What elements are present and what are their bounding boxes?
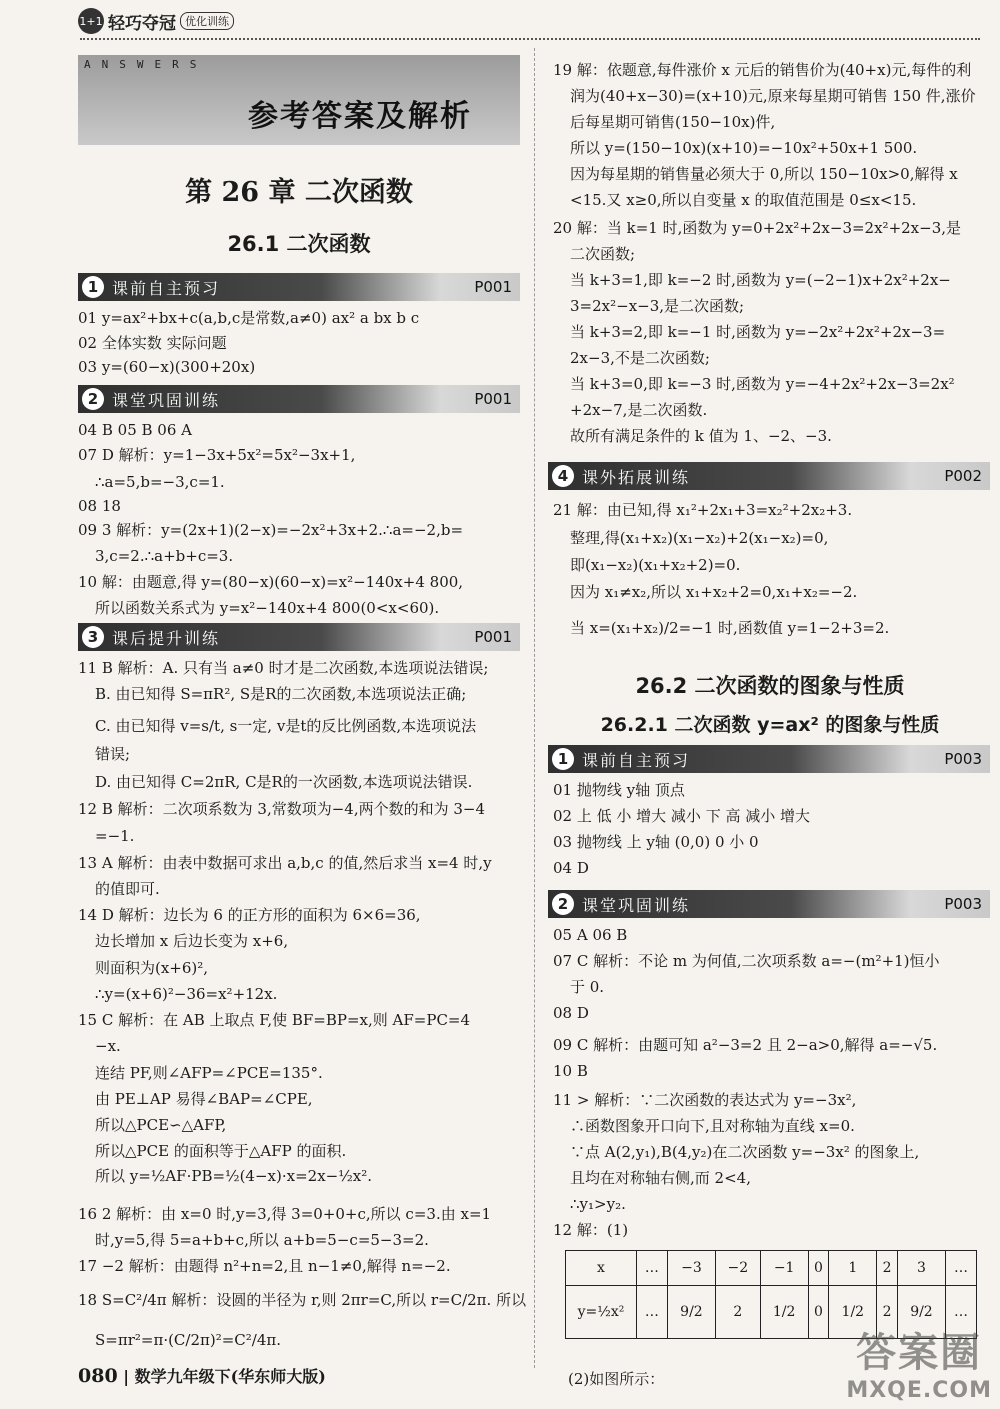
answer-line: 16 2 解析：由 x=0 时,y=3,得 3=0+0+c,所以 c=3.由 x=1 xyxy=(78,1205,492,1223)
banner-page: P003 xyxy=(944,895,982,913)
answer-line: 当 k+3=1,即 k=−2 时,函数为 y=(−2−1)x+2x²+2x− xyxy=(570,271,951,289)
banner-after-class xyxy=(78,623,520,651)
banner-page: P002 xyxy=(944,467,982,485)
section-2621-title: 26.2.1 二次函数 y=ax² 的图象与性质 xyxy=(600,714,940,736)
answer-line: 3,c=2.∴a+b+c=3. xyxy=(95,547,234,565)
table-cell: 1 xyxy=(829,1251,877,1286)
banner-extension xyxy=(548,462,990,490)
answer-line: 所以 y=½AF·PB=½(4−x)·x=2x−½x². xyxy=(95,1167,373,1185)
answer-line: 连结 PF,则∠AFP=∠PCE=135°. xyxy=(95,1064,323,1082)
table-cell: 2 xyxy=(877,1251,897,1286)
column-divider xyxy=(534,48,535,1368)
after-table-text: (2)如图所示： xyxy=(568,1370,665,1388)
brand-logo-icon: 1+1 xyxy=(78,8,104,34)
answer-line: 后每星期可销售(150−10x)件, xyxy=(570,113,776,131)
banner-page: P001 xyxy=(474,278,512,296)
answer-line: 且均在对称轴右侧,而 2<4, xyxy=(570,1169,751,1187)
answer-line: 19 解：依题意,每件涨价 x 元后的销售价为(40+x)元,每件的利 xyxy=(553,61,972,79)
answer-line: 09 3 解析：y=(2x+1)(2−x)=−2x²+3x+2.∴a=−2,b= xyxy=(78,521,464,539)
banner-number: 2 xyxy=(82,388,104,410)
answer-line: 08 18 xyxy=(78,497,121,515)
answer-line: 08 D xyxy=(553,1004,589,1022)
banner-label: 课后提升训练 xyxy=(112,628,221,648)
answer-line: ∴函数图象开口向下,且对称轴为直线 x=0. xyxy=(570,1117,855,1135)
banner-preview-2 xyxy=(548,745,990,773)
answers-banner xyxy=(78,55,520,145)
answer-line: 所以△PCE 的面积等于△AFP 的面积. xyxy=(95,1142,347,1160)
table-cell: … xyxy=(946,1251,977,1286)
banner-page: P001 xyxy=(474,390,512,408)
table-cell: y=½x² xyxy=(566,1286,637,1339)
answer-line: 12 B 解析：二次项系数为 3,常数项为−4,两个数的和为 3−4 xyxy=(78,800,486,818)
answers-word: ANSWERS xyxy=(84,58,208,71)
banner-page: P003 xyxy=(944,750,982,768)
table-cell: −1 xyxy=(760,1251,808,1286)
table-cell: 9/2 xyxy=(667,1286,715,1339)
table-row-x xyxy=(566,1251,977,1286)
footer-sep: | xyxy=(123,1367,130,1386)
answer-line: 故所有满足条件的 k 值为 1、−2、−3. xyxy=(570,427,832,445)
answer-line: 当 k+3=0,即 k=−3 时,函数为 y=−4+2x²+2x−3=2x² xyxy=(570,375,955,393)
table-cell: … xyxy=(637,1286,668,1339)
table-cell: 1/2 xyxy=(829,1286,877,1339)
answer-line: 所以函数关系式为 y=x²−140x+4 800(0<x<60). xyxy=(95,599,440,617)
watermark xyxy=(846,1321,992,1403)
banner-number: 2 xyxy=(552,893,574,915)
table-cell: 9/2 xyxy=(897,1286,945,1339)
table-cell: 1/2 xyxy=(760,1286,808,1339)
banner-number: 1 xyxy=(82,276,104,298)
table-cell: … xyxy=(946,1286,977,1339)
answer-line: 11 > 解析：∵二次函数的表达式为 y=−3x², xyxy=(553,1091,857,1109)
answer-line: 04 B 05 B 06 A xyxy=(78,421,192,439)
answer-line: 润为(40+x−30)=(x+10)元,原来每星期可销售 150 件,涨价 xyxy=(570,87,976,105)
answer-line: 05 A 06 B xyxy=(553,926,628,944)
answers-title: 参考答案及解析 xyxy=(248,99,472,134)
answer-line: 15 C 解析：在 AB 上取点 F,使 BF=BP=x,则 AF=PC=4 xyxy=(78,1011,471,1029)
answer-line: −x. xyxy=(95,1037,121,1055)
answer-line: 01 y=ax²+bx+c(a,b,c是常数,a≠0) ax² a bx b c xyxy=(78,309,420,327)
answer-line: 因为每星期的销售量必须大于 0,所以 150−10x>0,解得 x xyxy=(570,165,958,183)
table-cell: 3 xyxy=(897,1251,945,1286)
answer-line: ∴a=5,b=−3,c=1. xyxy=(95,473,225,491)
answer-line: 07 C 解析：不论 m 为何值,二次项系数 a=−(m²+1)恒小 xyxy=(553,952,940,970)
answer-line: 的值即可. xyxy=(95,880,160,898)
answer-line: ∵点 A(2,y₁),B(4,y₂)在二次函数 y=−3x² 的图象上, xyxy=(570,1143,920,1161)
answer-line: =−1. xyxy=(95,827,135,845)
answer-line: 01 抛物线 y轴 顶点 xyxy=(553,781,685,799)
answer-line: 整理,得(x₁+x₂)(x₁−x₂)+2(x₁−x₂)=0, xyxy=(570,529,829,547)
answer-line: 18 S=C²/4π 解析：设圆的半径为 r,则 2πr=C,所以 r=C/2π. 所以 xyxy=(78,1291,527,1309)
section-title: 26.1 二次函数 xyxy=(227,232,371,256)
brand-header xyxy=(78,6,234,36)
banner-label: 课前自主预习 xyxy=(112,278,221,298)
section-262-title: 26.2 二次函数的图象与性质 xyxy=(635,674,905,698)
table-cell: −3 xyxy=(667,1251,715,1286)
answer-line: ∴y₁>y₂. xyxy=(570,1195,626,1213)
answer-line: 07 D 解析：y=1−3x+5x²=5x²−3x+1, xyxy=(78,446,356,464)
answer-line: 所以△PCE∽△AFP, xyxy=(95,1116,227,1134)
banner-number: 3 xyxy=(82,626,104,648)
table-cell: 2 xyxy=(716,1286,760,1339)
answer-line: 即(x₁−x₂)(x₁+x₂+2)=0. xyxy=(570,556,741,574)
answer-line: 20 解：当 k=1 时,函数为 y=0+2x²+2x−3=2x²+2x−3,是 xyxy=(553,219,962,237)
answer-line: 由 PE⊥AP 易得∠BAP=∠CPE, xyxy=(95,1090,313,1108)
answer-line: <15.又 x≥0,所以自变量 x 的取值范围是 0≤x<15. xyxy=(570,191,917,209)
table-cell: x xyxy=(566,1251,637,1286)
answer-line: 当 k+3=2,即 k=−1 时,函数为 y=−2x²+2x²+2x−3= xyxy=(570,323,946,341)
answer-line: 边长增加 x 后边长变为 x+6, xyxy=(95,932,289,950)
answer-line: 03 抛物线 上 y轴 (0,0) 0 小 0 xyxy=(553,833,759,851)
answer-line: 2x−3,不是二次函数; xyxy=(570,349,710,367)
top-divider xyxy=(80,38,980,40)
answer-line: 09 C 解析：由题可知 a²−3=2 且 2−a>0,解得 a=−√5. xyxy=(553,1036,938,1054)
answer-line: 11 B 解析：A. 只有当 a≠0 时才是二次函数,本选项说法错误; xyxy=(78,659,489,677)
table-cell: 2 xyxy=(877,1286,897,1339)
answer-line: 于 0. xyxy=(570,978,605,996)
answer-line: 13 A 解析：由表中数据可求出 a,b,c 的值,然后求当 x=4 时,y xyxy=(78,854,492,872)
brand-name: 轻巧夺冠 xyxy=(108,13,176,34)
answer-line: B. 由已知得 S=πR², S是R的二次函数,本选项说法正确; xyxy=(95,685,467,703)
answer-line: 时,y=5,得 5=a+b+c,所以 a+b=5−c=5−3=2. xyxy=(95,1231,429,1249)
answer-line: 02 全体实数 实际问题 xyxy=(78,334,227,352)
banner-preview xyxy=(78,273,520,301)
answer-line: +2x−7,是二次函数. xyxy=(570,401,708,419)
banner-number: 4 xyxy=(552,465,574,487)
answer-line: ∴y=(x+6)²−36=x²+12x. xyxy=(95,985,278,1003)
answer-line: C. 由已知得 v=s/t, s一定, v是t的反比例函数,本选项说法 xyxy=(95,717,477,735)
answer-line: 10 解：由题意,得 y=(80−x)(60−x)=x²−140x+4 800, xyxy=(78,573,464,591)
banner-classwork xyxy=(78,385,520,413)
answer-line: D. 由已知得 C=2πR, C是R的一次函数,本选项说法错误. xyxy=(95,773,473,791)
answer-line: 17 −2 解析：由题得 n²+n=2,且 n−1≠0,解得 n=−2. xyxy=(78,1257,451,1275)
table-cell: … xyxy=(637,1251,668,1286)
banner-label: 课堂巩固训练 xyxy=(112,390,221,410)
answer-line: 因为 x₁≠x₂,所以 x₁+x₂+2=0,x₁+x₂=−2. xyxy=(570,583,858,601)
answer-line: 10 B xyxy=(553,1062,588,1080)
banner-label: 课前自主预习 xyxy=(582,750,691,770)
answer-line: 02 上 低 小 增大 减小 下 高 减小 增大 xyxy=(553,807,811,825)
answer-line: 14 D 解析：边长为 6 的正方形的面积为 6×6=36, xyxy=(78,906,421,924)
table-cell: 0 xyxy=(808,1286,828,1339)
chapter-title: 第 26 章 二次函数 xyxy=(185,177,413,208)
answer-line: 04 D xyxy=(553,859,589,877)
banner-number: 1 xyxy=(552,748,574,770)
brand-tag: 优化训练 xyxy=(180,12,234,30)
answer-line: 03 y=(60−x)(300+20x) xyxy=(78,358,256,376)
answer-line: 3=2x²−x−3,是二次函数; xyxy=(570,297,745,315)
page-footer xyxy=(78,1364,326,1387)
answer-line: 21 解：由已知,得 x₁²+2x₁+3=x₂²+2x₂+3. xyxy=(553,501,853,519)
book-title: 数学九年级下(华东师大版) xyxy=(134,1367,326,1386)
answer-line: 错误; xyxy=(95,745,131,763)
page-number: 080 xyxy=(78,1365,118,1387)
watermark-small: MXQE.COM xyxy=(846,1378,992,1403)
table-cell: −2 xyxy=(716,1251,760,1286)
answer-line: 所以 y=(150−10x)(x+10)=−10x²+50x+1 500. xyxy=(570,139,918,157)
answer-line: 12 解：(1) xyxy=(553,1221,629,1239)
answer-line: 当 x=(x₁+x₂)/2=−1 时,函数值 y=1−2+3=2. xyxy=(570,619,890,637)
answer-line: 则面积为(x+6)², xyxy=(95,959,209,977)
banner-label: 课外拓展训练 xyxy=(582,467,691,487)
banner-page: P001 xyxy=(474,628,512,646)
banner-label: 课堂巩固训练 xyxy=(582,895,691,915)
banner-classwork-2 xyxy=(548,890,990,918)
answer-line: S=πr²=π·(C/2π)²=C²/4π. xyxy=(95,1331,282,1349)
answer-line: 二次函数; xyxy=(570,245,636,263)
table-cell: 0 xyxy=(808,1251,828,1286)
watermark-big: 答案圈 xyxy=(856,1330,983,1376)
